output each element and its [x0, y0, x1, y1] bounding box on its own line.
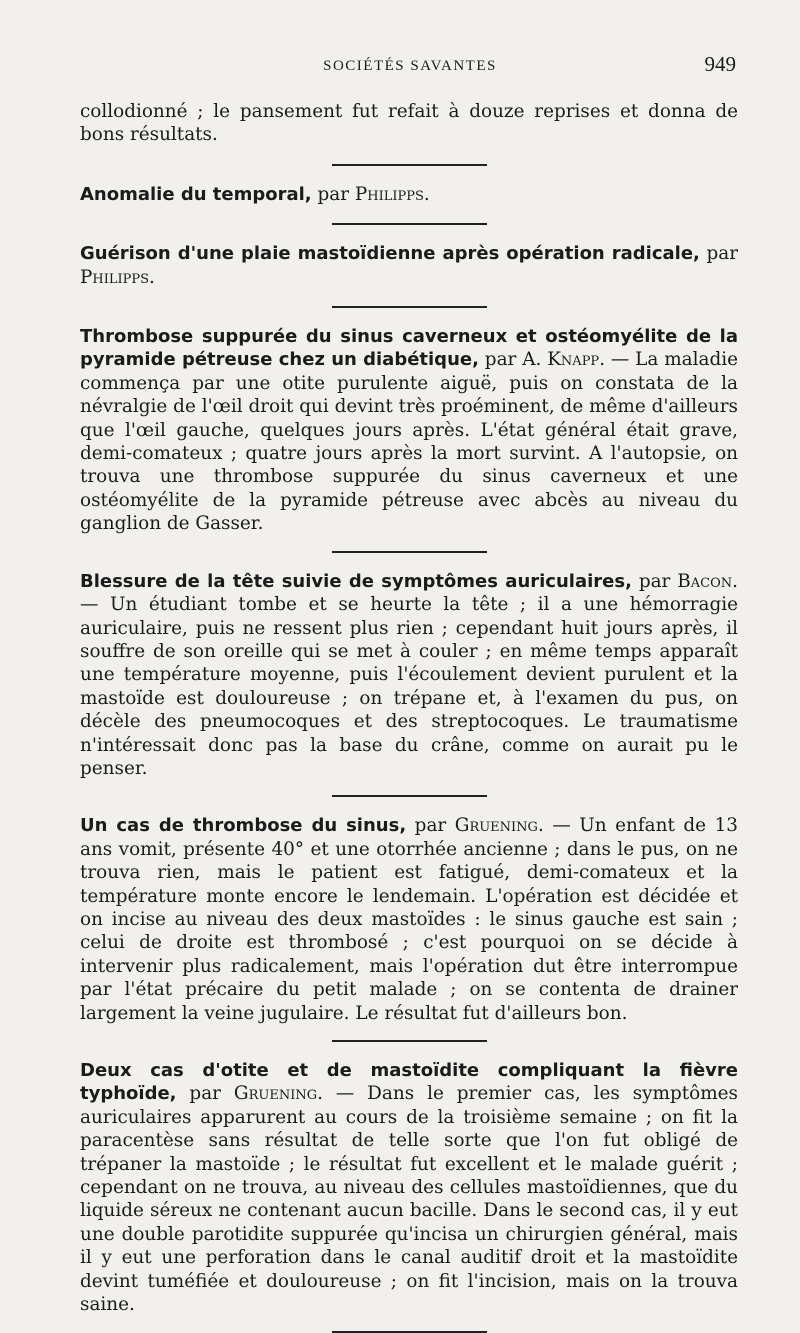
article-author: Knapp — [547, 349, 600, 371]
article-title: Anomalie du temporal, — [80, 183, 312, 205]
article-title: Guérison d'une plaie mastoïdienne après opération radicale, — [80, 243, 700, 265]
article-byline: par — [176, 1083, 234, 1105]
article-author: Philipps — [80, 266, 150, 288]
article-4 — [80, 570, 738, 781]
intro-paragraph: collodionné ; le pansement fut refait à douze reprises et donna de bons résultats. — [80, 101, 738, 146]
article-author: Gruening — [233, 1083, 318, 1105]
article-title: Un cas de thrombose du sinus, — [80, 815, 407, 837]
article-body: Un enfant de 13 ans vomit, présente 40° et une otorrhée ancienne ; dans le pus, on ne trouva rien, mais le patient est fatigué, demi-comateux et la température monte encore le lendemain. L'opération est décidée et on incise au niveau des deux mastoïdes : le sinus gauche est sain ; celui de droite est thrombosé ; c'est pourquoi on se décide à intervenir plus radicalement, mais l'opération dut être interrompue par l'état précaire du petit malade ; on se contenta de drainer largement la veine jugulaire. Le résultat fut d'ailleurs bon. — [80, 815, 738, 1024]
article-body: La maladie commença par une otite purulente aiguë, puis on constata de la névralgie de l'œil droit qui devint très proéminent, de même d'ailleurs que l'œil gauche, quelques jours après. L'état général était grave, demi-comateux ; quatre jours après la mort survint. A l'autopsie, on trouva une thrombose suppurée du sinus caverneux et une ostéomyélite de la pyramide pétreuse avec abcès au niveau du ganglion de Gasser. — [80, 349, 738, 535]
article-author-end: . — — [317, 1083, 355, 1105]
page-number: 949 — [704, 52, 736, 76]
article-author: Bacon — [677, 570, 733, 592]
article-byline: par A. — [478, 349, 548, 371]
section-divider — [332, 223, 487, 225]
article-body: Dans le premier cas, les symptômes auriculaires apparurent au cours de la troisième semaine ; on fit la paracentèse sans résultat de telle sorte que l'on fut obligé de trépaner la mastoïde ; le résultat fut excellent et le malade guérit ; cependant on ne trouva, au niveau des cellules mastoïdiennes, que du liquide séreux ne contenant aucun bacille. Dans le second cas, il y eut une double parotidite suppurée qu'incisa un chirurgien général, mais il y eut une perforation dans le canal auditif droit et la mastoïdite devint tuméfiée et douloureuse ; on fit l'incision, mais on la trouva saine. — [80, 1083, 738, 1316]
article-byline: par — [631, 570, 678, 592]
section-divider — [332, 551, 487, 553]
article-author: Gruening — [454, 815, 538, 837]
running-title: SOCIÉTÉS SAVANTES — [323, 58, 497, 74]
section-divider — [332, 164, 487, 166]
article-author: Philipps — [354, 183, 424, 205]
article-author-end: . — — [537, 815, 571, 837]
article-author-end: . — — [599, 349, 630, 371]
article-byline: par — [406, 815, 455, 837]
page-body — [80, 100, 738, 1333]
article-author-end: . — [149, 266, 155, 288]
article-2 — [80, 242, 738, 289]
section-divider — [332, 795, 487, 797]
article-byline: par — [311, 183, 355, 205]
article-6 — [80, 1059, 738, 1316]
article-title: Blessure de la tête suivie de symptômes auriculaires, — [80, 570, 632, 592]
article-title: Thrombose suppurée du sinus caverneux et ostéomyélite de la pyramide pétreuse chez un diabétique, — [80, 326, 738, 371]
article-title: Deux cas d'otite et de mastoïdite compliquant la fièvre typhoïde, — [80, 1060, 738, 1105]
article-5 — [80, 814, 738, 1025]
article-byline: par — [699, 243, 738, 265]
article-author-end: . — [423, 183, 430, 205]
page-header — [80, 50, 740, 82]
article-body: Un étudiant tombe et se heurte la tête ; il a une hémorragie auriculaire, puis ne ressent plus rien ; cependant huit jours après, il souffre de son oreille qui se met à couler ; en même temps apparaît une température moyenne, puis l'écoulement devient purulent et la mastoïde est douloureuse ; on trépane et, à l'examen du pus, on décèle des pneumocoques et des streptocoques. Le traumatisme n'intéressait donc pas la base du crâne, comme on aurait pu le penser. — [80, 594, 738, 779]
section-divider — [332, 1040, 487, 1042]
article-3 — [80, 325, 738, 536]
article-1 — [80, 183, 738, 206]
article-author-end: . — — [80, 570, 738, 616]
section-divider — [332, 306, 487, 308]
